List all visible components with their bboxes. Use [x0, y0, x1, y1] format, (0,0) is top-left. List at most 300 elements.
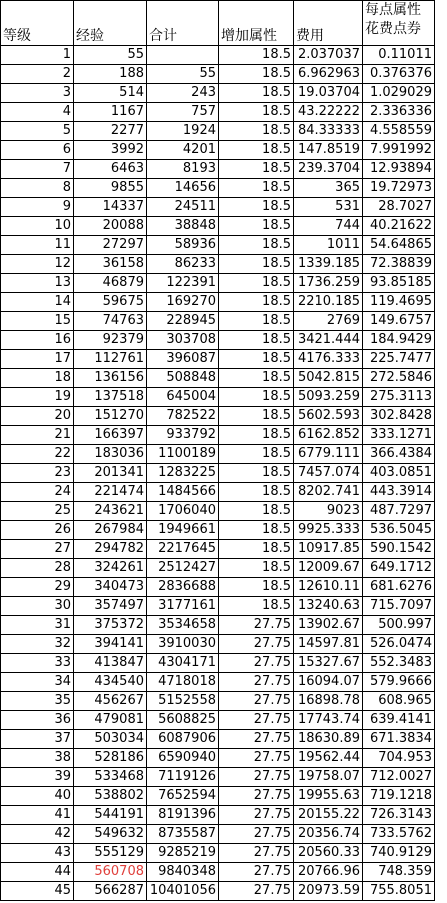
cell-total[interactable]: 782522	[147, 407, 219, 426]
cell-added-attribute[interactable]: 18.5	[219, 540, 294, 559]
cell-experience[interactable]: 2277	[74, 122, 147, 141]
cell-added-attribute[interactable]: 27.75	[219, 616, 294, 635]
cell-total[interactable]: 8735587	[147, 825, 219, 844]
cell-added-attribute[interactable]: 18.5	[219, 388, 294, 407]
cell-cost[interactable]: 9925.333	[294, 521, 363, 540]
cell-cost[interactable]: 16898.78	[294, 692, 363, 711]
cell-cost-per-point[interactable]: 275.3113	[363, 388, 435, 407]
cell-experience[interactable]: 324261	[74, 559, 147, 578]
cell-cost-per-point[interactable]: 608.965	[363, 692, 435, 711]
cell-total[interactable]: 55	[147, 65, 219, 84]
cell-total[interactable]: 2512427	[147, 559, 219, 578]
cell-added-attribute[interactable]: 18.5	[219, 255, 294, 274]
table-row	[1, 654, 435, 673]
cell-cost[interactable]: 239.3704	[294, 160, 363, 179]
cell-experience[interactable]: 555129	[74, 844, 147, 863]
table-row	[1, 597, 435, 616]
cell-cost-per-point[interactable]: 7.991992	[363, 141, 435, 160]
cell-cost[interactable]: 14597.81	[294, 635, 363, 654]
cell-experience[interactable]: 36158	[74, 255, 147, 274]
cell-added-attribute[interactable]: 18.5	[219, 597, 294, 616]
cell-total[interactable]: 10401056	[147, 882, 219, 901]
header-cost[interactable]: 费用	[294, 1, 363, 46]
cell-added-attribute[interactable]: 18.5	[219, 122, 294, 141]
header-added-attribute[interactable]: 增加属性	[219, 1, 294, 46]
cell-total[interactable]: 4201	[147, 141, 219, 160]
cell-level[interactable]: 45	[1, 882, 74, 901]
table-row	[1, 426, 435, 445]
cell-experience[interactable]: 112761	[74, 350, 147, 369]
table-row	[1, 730, 435, 749]
cell-cost-per-point[interactable]: 712.0027	[363, 768, 435, 787]
cell-cost-per-point[interactable]: 715.7097	[363, 597, 435, 616]
table-body	[1, 46, 435, 901]
cell-total[interactable]: 7119126	[147, 768, 219, 787]
cell-cost-per-point[interactable]: 748.359	[363, 863, 435, 882]
cell-experience[interactable]: 503034	[74, 730, 147, 749]
cell-cost-per-point[interactable]: 487.7297	[363, 502, 435, 521]
cell-cost[interactable]: 20356.74	[294, 825, 363, 844]
cell-level[interactable]: 13	[1, 274, 74, 293]
cell-cost-per-point[interactable]: 119.4695	[363, 293, 435, 312]
cell-level[interactable]: 24	[1, 483, 74, 502]
cell-cost-per-point[interactable]: 671.3834	[363, 730, 435, 749]
cell-cost-per-point[interactable]: 740.9129	[363, 844, 435, 863]
cell-added-attribute[interactable]: 18.5	[219, 141, 294, 160]
cell-experience[interactable]: 243621	[74, 502, 147, 521]
cell-level[interactable]: 31	[1, 616, 74, 635]
cell-cost[interactable]: 744	[294, 217, 363, 236]
cell-level[interactable]: 33	[1, 654, 74, 673]
cell-cost-per-point[interactable]: 500.997	[363, 616, 435, 635]
cell-added-attribute[interactable]: 27.75	[219, 806, 294, 825]
cell-experience[interactable]: 514	[74, 84, 147, 103]
cell-added-attribute[interactable]: 18.5	[219, 502, 294, 521]
cell-experience[interactable]: 357497	[74, 597, 147, 616]
table-row	[1, 863, 435, 882]
header-level[interactable]: 等级	[1, 1, 74, 46]
cell-total[interactable]: 38848	[147, 217, 219, 236]
cell-level[interactable]: 14	[1, 293, 74, 312]
cell-experience[interactable]: 528186	[74, 749, 147, 768]
cell-cost[interactable]: 8202.741	[294, 483, 363, 502]
cell-cost[interactable]: 5042.815	[294, 369, 363, 388]
cell-level[interactable]: 20	[1, 407, 74, 426]
cell-added-attribute[interactable]: 18.5	[219, 274, 294, 293]
cell-cost[interactable]: 531	[294, 198, 363, 217]
cell-level[interactable]: 16	[1, 331, 74, 350]
cell-cost[interactable]: 15327.67	[294, 654, 363, 673]
cell-total[interactable]: 4718018	[147, 673, 219, 692]
cell-level[interactable]: 9	[1, 198, 74, 217]
cell-experience[interactable]: 46879	[74, 274, 147, 293]
cell-experience[interactable]: 74763	[74, 312, 147, 331]
cell-added-attribute[interactable]: 18.5	[219, 198, 294, 217]
cell-level[interactable]: 32	[1, 635, 74, 654]
cell-cost-per-point[interactable]: 526.0474	[363, 635, 435, 654]
cell-added-attribute[interactable]: 27.75	[219, 787, 294, 806]
cell-cost-per-point[interactable]: 19.72973	[363, 179, 435, 198]
cell-experience[interactable]: 479081	[74, 711, 147, 730]
cell-total[interactable]: 3534658	[147, 616, 219, 635]
cell-cost[interactable]: 6162.852	[294, 426, 363, 445]
cell-level[interactable]: 29	[1, 578, 74, 597]
table-row	[1, 255, 435, 274]
cell-total[interactable]: 757	[147, 103, 219, 122]
cell-total[interactable]: 7652594	[147, 787, 219, 806]
cell-added-attribute[interactable]: 18.5	[219, 369, 294, 388]
cell-experience[interactable]: 201341	[74, 464, 147, 483]
cell-experience[interactable]: 20088	[74, 217, 147, 236]
cell-cost[interactable]: 6.962963	[294, 65, 363, 84]
table-row	[1, 84, 435, 103]
cell-experience[interactable]: 136156	[74, 369, 147, 388]
cell-total[interactable]: 1949661	[147, 521, 219, 540]
table-row	[1, 274, 435, 293]
cell-cost[interactable]: 18630.89	[294, 730, 363, 749]
cell-cost[interactable]: 12009.67	[294, 559, 363, 578]
cell-cost-per-point[interactable]: 704.953	[363, 749, 435, 768]
table-row	[1, 217, 435, 236]
cell-total[interactable]: 1283225	[147, 464, 219, 483]
cell-cost[interactable]: 43.22222	[294, 103, 363, 122]
cell-cost[interactable]: 20155.22	[294, 806, 363, 825]
cell-added-attribute[interactable]: 18.5	[219, 350, 294, 369]
cell-total[interactable]: 122391	[147, 274, 219, 293]
cell-total[interactable]: 6590940	[147, 749, 219, 768]
cell-experience[interactable]: 166397	[74, 426, 147, 445]
cell-added-attribute[interactable]: 18.5	[219, 521, 294, 540]
cell-added-attribute[interactable]: 18.5	[219, 578, 294, 597]
cell-total[interactable]: 228945	[147, 312, 219, 331]
cell-total[interactable]: 58936	[147, 236, 219, 255]
cell-experience[interactable]: 267984	[74, 521, 147, 540]
cell-total[interactable]: 396087	[147, 350, 219, 369]
cell-added-attribute[interactable]: 18.5	[219, 293, 294, 312]
table-row	[1, 350, 435, 369]
cell-added-attribute[interactable]: 27.75	[219, 863, 294, 882]
cell-experience[interactable]: 221474	[74, 483, 147, 502]
cell-cost-per-point[interactable]: 272.5846	[363, 369, 435, 388]
cell-experience[interactable]: 544191	[74, 806, 147, 825]
cell-added-attribute[interactable]: 18.5	[219, 84, 294, 103]
cell-cost[interactable]: 16094.07	[294, 673, 363, 692]
cell-cost-per-point[interactable]: 12.93894	[363, 160, 435, 179]
cell-level[interactable]: 10	[1, 217, 74, 236]
cell-experience[interactable]: 14337	[74, 198, 147, 217]
cell-added-attribute[interactable]: 27.75	[219, 692, 294, 711]
cell-added-attribute[interactable]: 27.75	[219, 654, 294, 673]
cell-cost[interactable]: 19955.63	[294, 787, 363, 806]
cell-level[interactable]: 28	[1, 559, 74, 578]
table-row	[1, 179, 435, 198]
cell-cost[interactable]: 1736.259	[294, 274, 363, 293]
cell-added-attribute[interactable]: 18.5	[219, 331, 294, 350]
cell-cost-per-point[interactable]: 225.7477	[363, 350, 435, 369]
cell-cost[interactable]: 7457.074	[294, 464, 363, 483]
cell-experience[interactable]: 6463	[74, 160, 147, 179]
cell-total[interactable]: 169270	[147, 293, 219, 312]
cell-level[interactable]: 30	[1, 597, 74, 616]
cell-cost[interactable]: 9023	[294, 502, 363, 521]
cell-cost-per-point[interactable]: 552.3483	[363, 654, 435, 673]
cell-total[interactable]: 86233	[147, 255, 219, 274]
cell-cost-per-point[interactable]: 649.1712	[363, 559, 435, 578]
cell-cost-per-point[interactable]: 719.1218	[363, 787, 435, 806]
cell-added-attribute[interactable]: 18.5	[219, 483, 294, 502]
cell-total[interactable]: 5152558	[147, 692, 219, 711]
cell-cost-per-point[interactable]: 755.8051	[363, 882, 435, 901]
cell-experience[interactable]: 340473	[74, 578, 147, 597]
cell-experience[interactable]: 566287	[74, 882, 147, 901]
cell-cost[interactable]: 1339.185	[294, 255, 363, 274]
cell-added-attribute[interactable]: 27.75	[219, 768, 294, 787]
cell-level[interactable]: 17	[1, 350, 74, 369]
cell-total[interactable]: 9285219	[147, 844, 219, 863]
cell-level[interactable]: 18	[1, 369, 74, 388]
cell-total[interactable]: 303708	[147, 331, 219, 350]
cell-cost-per-point[interactable]: 149.6757	[363, 312, 435, 331]
cell-total[interactable]: 24511	[147, 198, 219, 217]
cell-cost[interactable]: 19562.44	[294, 749, 363, 768]
cell-added-attribute[interactable]: 18.5	[219, 160, 294, 179]
cell-total[interactable]: 8191396	[147, 806, 219, 825]
cell-total[interactable]: 243	[147, 84, 219, 103]
cell-experience[interactable]: 294782	[74, 540, 147, 559]
header-cost-per-point[interactable]: 每点属性花费点券	[363, 1, 435, 46]
header-total[interactable]: 合计	[147, 1, 219, 46]
cell-added-attribute[interactable]: 18.5	[219, 103, 294, 122]
cell-total[interactable]: 4304171	[147, 654, 219, 673]
cell-experience[interactable]: 27297	[74, 236, 147, 255]
cell-cost[interactable]: 6779.111	[294, 445, 363, 464]
cell-cost-per-point[interactable]: 579.9666	[363, 673, 435, 692]
cell-experience[interactable]: 3992	[74, 141, 147, 160]
cell-added-attribute[interactable]: 18.5	[219, 445, 294, 464]
cell-level[interactable]: 40	[1, 787, 74, 806]
cell-experience[interactable]: 59675	[74, 293, 147, 312]
table-row	[1, 483, 435, 502]
cell-added-attribute[interactable]: 18.5	[219, 65, 294, 84]
cell-experience[interactable]: 549632	[74, 825, 147, 844]
cell-total[interactable]: 14656	[147, 179, 219, 198]
cell-cost[interactable]: 10917.85	[294, 540, 363, 559]
cell-cost[interactable]: 20766.96	[294, 863, 363, 882]
cell-cost[interactable]: 12610.11	[294, 578, 363, 597]
cell-experience[interactable]: 92379	[74, 331, 147, 350]
cell-experience[interactable]: 434540	[74, 673, 147, 692]
cell-level[interactable]: 1	[1, 46, 74, 65]
cell-cost-per-point[interactable]: 536.5045	[363, 521, 435, 540]
cell-added-attribute[interactable]: 18.5	[219, 46, 294, 65]
cell-added-attribute[interactable]: 27.75	[219, 635, 294, 654]
cell-level[interactable]: 6	[1, 141, 74, 160]
cell-added-attribute[interactable]: 27.75	[219, 711, 294, 730]
cell-cost-per-point[interactable]: 333.1271	[363, 426, 435, 445]
cell-cost[interactable]: 13902.67	[294, 616, 363, 635]
cell-cost-per-point[interactable]: 590.1542	[363, 540, 435, 559]
cell-cost-per-point[interactable]: 28.7027	[363, 198, 435, 217]
cell-cost[interactable]: 5602.593	[294, 407, 363, 426]
cell-cost[interactable]: 19758.07	[294, 768, 363, 787]
cell-experience[interactable]: 9855	[74, 179, 147, 198]
cell-cost-per-point[interactable]: 54.64865	[363, 236, 435, 255]
cell-added-attribute[interactable]: 27.75	[219, 844, 294, 863]
cell-total[interactable]: 645004	[147, 388, 219, 407]
cell-experience[interactable]: 188	[74, 65, 147, 84]
cell-level[interactable]: 12	[1, 255, 74, 274]
cell-experience[interactable]: 538802	[74, 787, 147, 806]
cell-experience[interactable]: 1167	[74, 103, 147, 122]
cell-total[interactable]: 508848	[147, 369, 219, 388]
cell-added-attribute[interactable]: 18.5	[219, 559, 294, 578]
cell-added-attribute[interactable]: 18.5	[219, 236, 294, 255]
table-row	[1, 882, 435, 901]
cell-level[interactable]: 4	[1, 103, 74, 122]
cell-cost-per-point[interactable]: 726.3143	[363, 806, 435, 825]
table-row	[1, 141, 435, 160]
cell-level[interactable]: 43	[1, 844, 74, 863]
cell-level[interactable]: 22	[1, 445, 74, 464]
cell-added-attribute[interactable]: 27.75	[219, 673, 294, 692]
cell-cost[interactable]: 2.037037	[294, 46, 363, 65]
cell-level[interactable]: 5	[1, 122, 74, 141]
cell-level[interactable]: 39	[1, 768, 74, 787]
cell-cost-per-point[interactable]: 4.558559	[363, 122, 435, 141]
cell-level[interactable]: 44	[1, 863, 74, 882]
cell-cost-per-point[interactable]: 681.6276	[363, 578, 435, 597]
cell-level[interactable]: 42	[1, 825, 74, 844]
cell-cost-per-point[interactable]: 302.8428	[363, 407, 435, 426]
cell-cost[interactable]: 20560.33	[294, 844, 363, 863]
cell-experience[interactable]: 560708	[74, 863, 147, 882]
cell-cost[interactable]: 13240.63	[294, 597, 363, 616]
cell-cost-per-point[interactable]: 403.0851	[363, 464, 435, 483]
cell-level[interactable]: 34	[1, 673, 74, 692]
cell-total[interactable]	[147, 46, 219, 65]
cell-level[interactable]: 15	[1, 312, 74, 331]
cell-added-attribute[interactable]: 27.75	[219, 730, 294, 749]
cell-total[interactable]: 1100189	[147, 445, 219, 464]
cell-added-attribute[interactable]: 27.75	[219, 825, 294, 844]
cell-total[interactable]: 933792	[147, 426, 219, 445]
cell-cost-per-point[interactable]: 2.336336	[363, 103, 435, 122]
cell-experience[interactable]: 151270	[74, 407, 147, 426]
cell-cost[interactable]: 4176.333	[294, 350, 363, 369]
cell-cost[interactable]: 84.33333	[294, 122, 363, 141]
cell-experience[interactable]: 55	[74, 46, 147, 65]
cell-experience[interactable]: 137518	[74, 388, 147, 407]
table-row	[1, 122, 435, 141]
table-row	[1, 502, 435, 521]
cell-added-attribute[interactable]: 27.75	[219, 749, 294, 768]
cell-total[interactable]: 6087906	[147, 730, 219, 749]
cell-cost[interactable]: 20973.59	[294, 882, 363, 901]
cell-cost-per-point[interactable]: 733.5762	[363, 825, 435, 844]
cell-level[interactable]: 27	[1, 540, 74, 559]
cell-level[interactable]: 2	[1, 65, 74, 84]
cell-cost-per-point[interactable]: 40.21622	[363, 217, 435, 236]
cell-added-attribute[interactable]: 18.5	[219, 312, 294, 331]
cell-cost[interactable]: 2769	[294, 312, 363, 331]
cell-experience[interactable]: 183036	[74, 445, 147, 464]
cell-total[interactable]: 1706040	[147, 502, 219, 521]
cell-total[interactable]: 2836688	[147, 578, 219, 597]
cell-level[interactable]: 23	[1, 464, 74, 483]
cell-total[interactable]: 3177161	[147, 597, 219, 616]
header-experience[interactable]: 经验	[74, 1, 147, 46]
cell-cost[interactable]: 365	[294, 179, 363, 198]
cell-experience[interactable]: 394141	[74, 635, 147, 654]
cell-level[interactable]: 37	[1, 730, 74, 749]
cell-cost-per-point[interactable]: 184.9429	[363, 331, 435, 350]
cell-level[interactable]: 41	[1, 806, 74, 825]
cell-total[interactable]: 2217645	[147, 540, 219, 559]
table-row	[1, 521, 435, 540]
cell-cost[interactable]: 5093.259	[294, 388, 363, 407]
cell-experience[interactable]: 456267	[74, 692, 147, 711]
cell-cost-per-point[interactable]: 0.11011	[363, 46, 435, 65]
cell-cost-per-point[interactable]: 1.029029	[363, 84, 435, 103]
table-row	[1, 692, 435, 711]
cell-cost[interactable]: 17743.74	[294, 711, 363, 730]
cell-cost[interactable]: 19.03704	[294, 84, 363, 103]
cell-level[interactable]: 8	[1, 179, 74, 198]
table-row	[1, 236, 435, 255]
cell-level[interactable]: 35	[1, 692, 74, 711]
cell-total[interactable]: 1924	[147, 122, 219, 141]
table-row	[1, 635, 435, 654]
cell-cost-per-point[interactable]: 366.4384	[363, 445, 435, 464]
cell-level[interactable]: 7	[1, 160, 74, 179]
cell-added-attribute[interactable]: 27.75	[219, 882, 294, 901]
cell-experience[interactable]: 375372	[74, 616, 147, 635]
cell-level[interactable]: 26	[1, 521, 74, 540]
cell-added-attribute[interactable]: 18.5	[219, 464, 294, 483]
cell-level[interactable]: 38	[1, 749, 74, 768]
cell-cost[interactable]: 2210.185	[294, 293, 363, 312]
cell-total[interactable]: 8193	[147, 160, 219, 179]
cell-cost[interactable]: 3421.444	[294, 331, 363, 350]
cell-cost-per-point[interactable]: 639.4141	[363, 711, 435, 730]
cell-total[interactable]: 3910030	[147, 635, 219, 654]
cell-added-attribute[interactable]: 18.5	[219, 407, 294, 426]
cell-level[interactable]: 11	[1, 236, 74, 255]
cell-level[interactable]: 36	[1, 711, 74, 730]
cell-cost[interactable]: 147.8519	[294, 141, 363, 160]
cell-added-attribute[interactable]: 18.5	[219, 179, 294, 198]
cell-level[interactable]: 19	[1, 388, 74, 407]
cell-total[interactable]: 9840348	[147, 863, 219, 882]
cell-level[interactable]: 25	[1, 502, 74, 521]
table-row	[1, 616, 435, 635]
table-row	[1, 331, 435, 350]
cell-cost-per-point[interactable]: 72.38839	[363, 255, 435, 274]
cell-cost-per-point[interactable]: 443.3914	[363, 483, 435, 502]
cell-added-attribute[interactable]: 18.5	[219, 426, 294, 445]
cell-added-attribute[interactable]: 18.5	[219, 217, 294, 236]
cell-level[interactable]: 3	[1, 84, 74, 103]
cell-cost-per-point[interactable]: 0.376376	[363, 65, 435, 84]
cell-total[interactable]: 5608825	[147, 711, 219, 730]
cell-cost-per-point[interactable]: 93.85185	[363, 274, 435, 293]
cell-experience[interactable]: 533468	[74, 768, 147, 787]
table-row	[1, 293, 435, 312]
cell-level[interactable]: 21	[1, 426, 74, 445]
cell-cost[interactable]: 1011	[294, 236, 363, 255]
cell-experience[interactable]: 413847	[74, 654, 147, 673]
cell-total[interactable]: 1484566	[147, 483, 219, 502]
